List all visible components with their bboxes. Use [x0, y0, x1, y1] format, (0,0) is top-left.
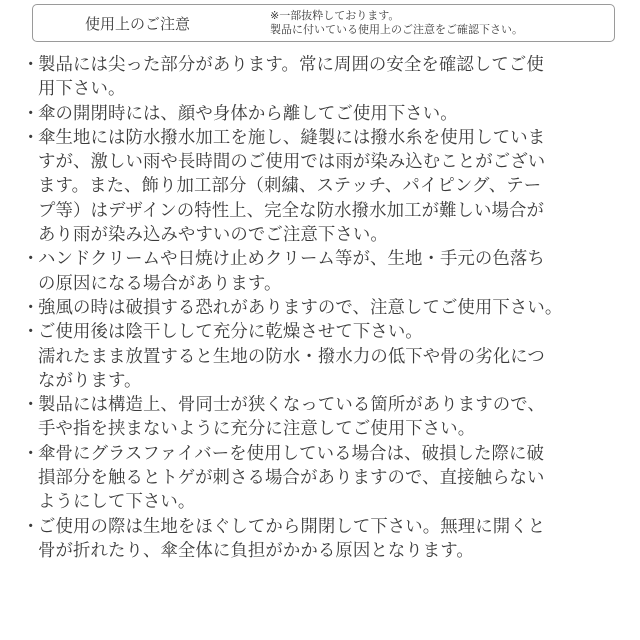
caution-text-line: 傘の開閉時には、顔や身体から離してご使用下さい。 [38, 103, 458, 124]
caution-text-line: プ等）はデザインの特性上、完全な防水撥水加工が難しい場合が [38, 200, 545, 221]
caution-text-line: 損部分を触るとトゲが刺さる場合がありますので、直接触らない [38, 468, 545, 489]
caution-item [22, 515, 622, 564]
caution-text-line: すが、激しい雨や長時間のご使用では雨が染み込むことがござい [38, 152, 546, 173]
caution-text-line: 傘生地には防水撥水加工を施し、縫製には撥水糸を使用していま [38, 127, 546, 148]
bullet-mark: ・ [22, 55, 40, 75]
caution-text-line: あり雨が染み込みやすいのでご注意下さい。 [38, 225, 388, 246]
caution-item [22, 126, 622, 247]
bullet-mark: ・ [22, 395, 40, 416]
header-box [32, 4, 615, 42]
caution-item [22, 247, 622, 296]
header-note-line: 製品に付いている使用上のご注意をご確認下さい。 [270, 23, 523, 36]
caution-text-line: 傘骨にグラスファイバーを使用している場合は、破損した際に破 [38, 443, 545, 464]
caution-list [22, 53, 622, 563]
caution-item [22, 320, 622, 393]
bullet-mark: ・ [22, 443, 40, 464]
bullet-mark: ・ [22, 249, 40, 270]
caution-text-line: ようにして下さい。 [38, 492, 196, 513]
caution-text-line: ながります。 [38, 370, 142, 391]
caution-text-line: 強風の時は破損する恐れがありますので、注意してご使用下さい。 [38, 297, 563, 318]
caution-text-line: の原因になる場合があります。 [38, 273, 282, 294]
bullet-mark: ・ [22, 103, 40, 124]
caution-text-line: ご使用の際は生地をほぐしてから開閉して下さい。無理に開くと [38, 516, 546, 537]
caution-item [22, 393, 622, 442]
bullet-mark: ・ [22, 297, 40, 318]
caution-text-line: ご使用後は陰干しして充分に乾燥させて下さい。 [38, 322, 423, 343]
caution-text-line: ハンドクリームや日焼け止めクリーム等が、生地・手元の色落ち [38, 249, 545, 270]
caution-text-line: ます。また、飾り加工部分（刺繍、ステッチ、パイピング、テー [38, 176, 542, 197]
caution-item [22, 53, 622, 102]
caution-text-line: 製品には尖った部分があります。常に周囲の安全を確認してご使 [38, 55, 544, 75]
bullet-mark: ・ [22, 127, 40, 148]
caution-text-line: 濡れたまま放置すると生地の防水・撥水力の低下や骨の劣化につ [38, 346, 545, 367]
header-note-line: ※一部抜粋しております。 [270, 9, 400, 22]
bullet-mark: ・ [22, 516, 40, 537]
caution-text-line: 製品には構造上、骨同士が狭くなっている箇所がありますので、 [38, 395, 545, 416]
caution-item [22, 102, 622, 126]
caution-text-line: 用下さい。 [38, 79, 126, 100]
bullet-mark: ・ [22, 322, 40, 343]
caution-item [22, 442, 622, 515]
caution-text-line: 骨が折れたり、傘全体に負担がかかる原因となります。 [38, 540, 474, 561]
caution-text-line: 手や指を挟まないように充分に注意してご使用下さい。 [38, 419, 476, 440]
caution-item [22, 296, 622, 320]
section-title: 使用上のご注意 [85, 15, 191, 33]
header-note [270, 9, 523, 37]
